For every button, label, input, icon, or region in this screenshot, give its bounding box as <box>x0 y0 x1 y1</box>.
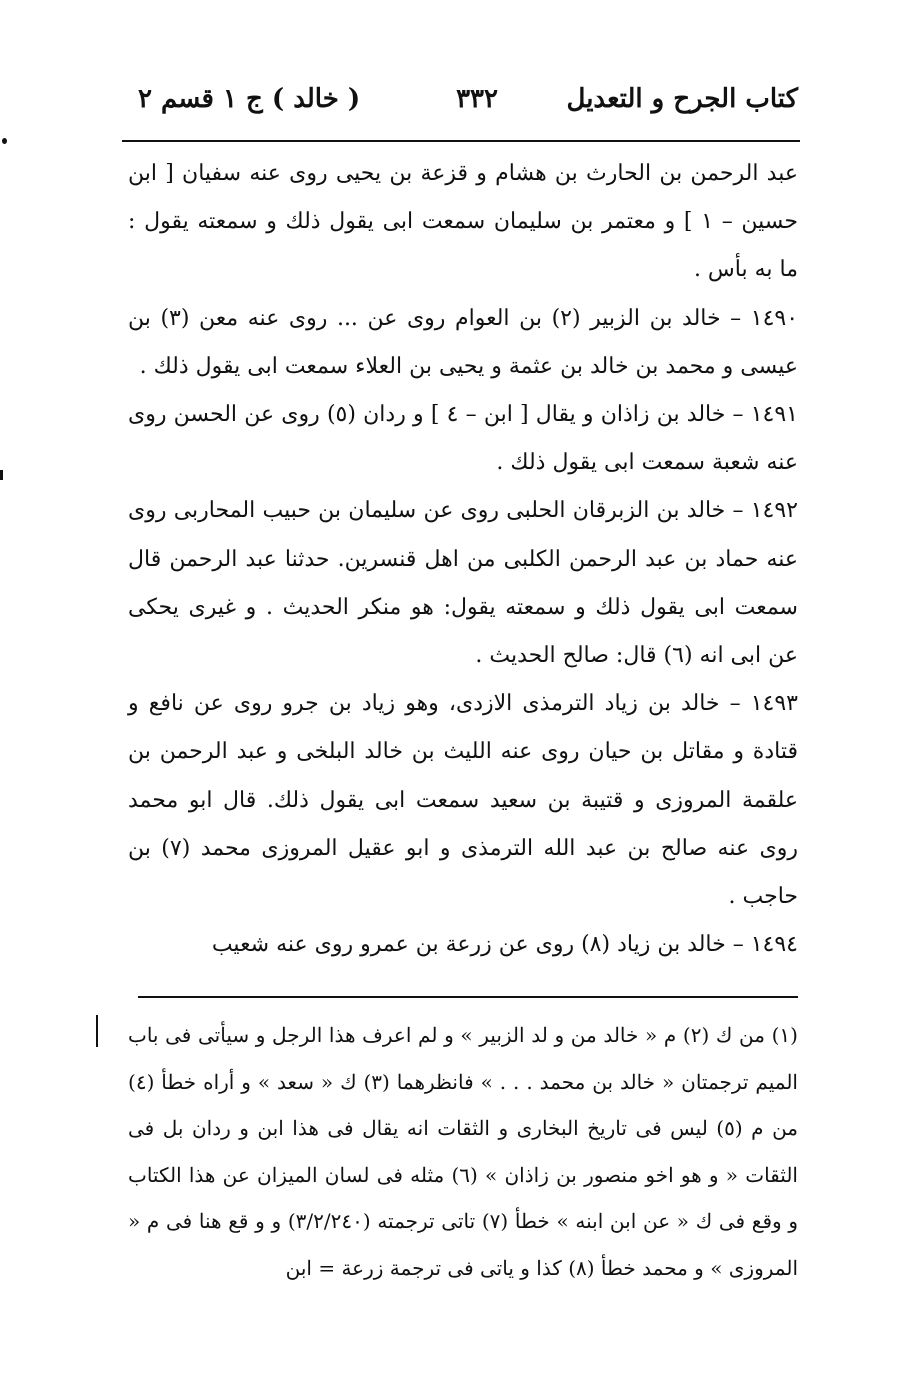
page-header <box>128 80 798 136</box>
margin-line <box>96 1015 98 1047</box>
entry-1492: ١٤٩٢ – خالد بن الزبرقان الحلبى روى عن سليمان بن حبيب المحاربى روى عنه حماد بن عبد الرحمن الكلبى من اهل قنسرين. حدثنا عبد الرحمن قال سمعت ابى يقول ذلك و سمعته يقول: هو منكر الحديث . و غيرى يحكى عن ابى انه (٦) قال: صالح الحديث . <box>128 498 798 669</box>
footnote-rule <box>138 996 798 998</box>
entry-1493: ١٤٩٣ – خالد بن زياد الترمذى الازدى، وهو زياد بن جرو روى عن نافع و قتادة و مقاتل بن حيان روى عنه الليث بن خالد البلخى و عبد الرحمن بن علقمة المروزى و قتيبة بن سعيد سمعت ابى يقول ذلك. قال ابو محمد روى عنه صالح بن عبد الله الترمذى و ابو عقيل المروزى محمد (٧) بن حاجب . <box>128 691 798 910</box>
section-label: ( خالد ) ج ١ قسم ٢ <box>138 84 361 114</box>
footnote-block: (١) من ك (٢) م « خالد من و لد الزبير » و لم اعرف هذا الرجل و سيأتى فى باب الميم ترجمتان « خالد بن محمد . . . » فانظرهما (٣) ك « سعد » و أراه خطأ (٤) من م (٥) ليس فى تاريخ البخارى و الثقات انه يقال فى هذا ابن و ردان بل فى الثقات « و هو اخو منصور بن زاذان » (٦) مثله فى لسان الميزان عن هذا الكتاب و وقع فى ك « عن ابن ابنه » خطأ (٧) تاتى ترجمته (٣/٢/٢٤٠) و و قع هنا فى م « المروزى » و محمد خطأ (٨) كذا و ياتى فى ترجمة زرعة = ابن <box>128 1023 799 1280</box>
page-number: ٣٣٢ <box>456 84 498 114</box>
footnotes <box>128 1012 798 1291</box>
main-text <box>128 150 798 969</box>
header-rule <box>122 140 800 142</box>
entry-1490: ١٤٩٠ – خالد بن الزبير (٢) بن العوام روى عن ... روى عنه معن (٣) بن عيسى و محمد بن خالد بن عثمة و يحيى بن العلاء سمعت ابى يقول ذلك . <box>128 305 799 379</box>
margin-tick <box>0 470 3 480</box>
entry-1494: ١٤٩٤ – خالد بن زياد (٨) روى عن زرعة بن عمرو روى عنه شعيب <box>211 932 798 958</box>
entry-1491: ١٤٩١ – خالد بن زاذان و يقال [ ابن – ٤ ] و ردان (٥) روى عن الحسن روى عنه شعبة سمعت ابى يقول ذلك . <box>128 402 798 476</box>
entry-continuation: عبد الرحمن بن الحارث بن هشام و قزعة بن يحيى روى عنه سفيان [ ابن حسين – ١ ] و معتمر بن سليمان سمعت ابى يقول ذلك و سمعته يقول : ما به بأس . <box>128 161 798 283</box>
margin-dot <box>2 138 7 144</box>
book-title: كتاب الجرح و التعديل <box>566 84 798 114</box>
